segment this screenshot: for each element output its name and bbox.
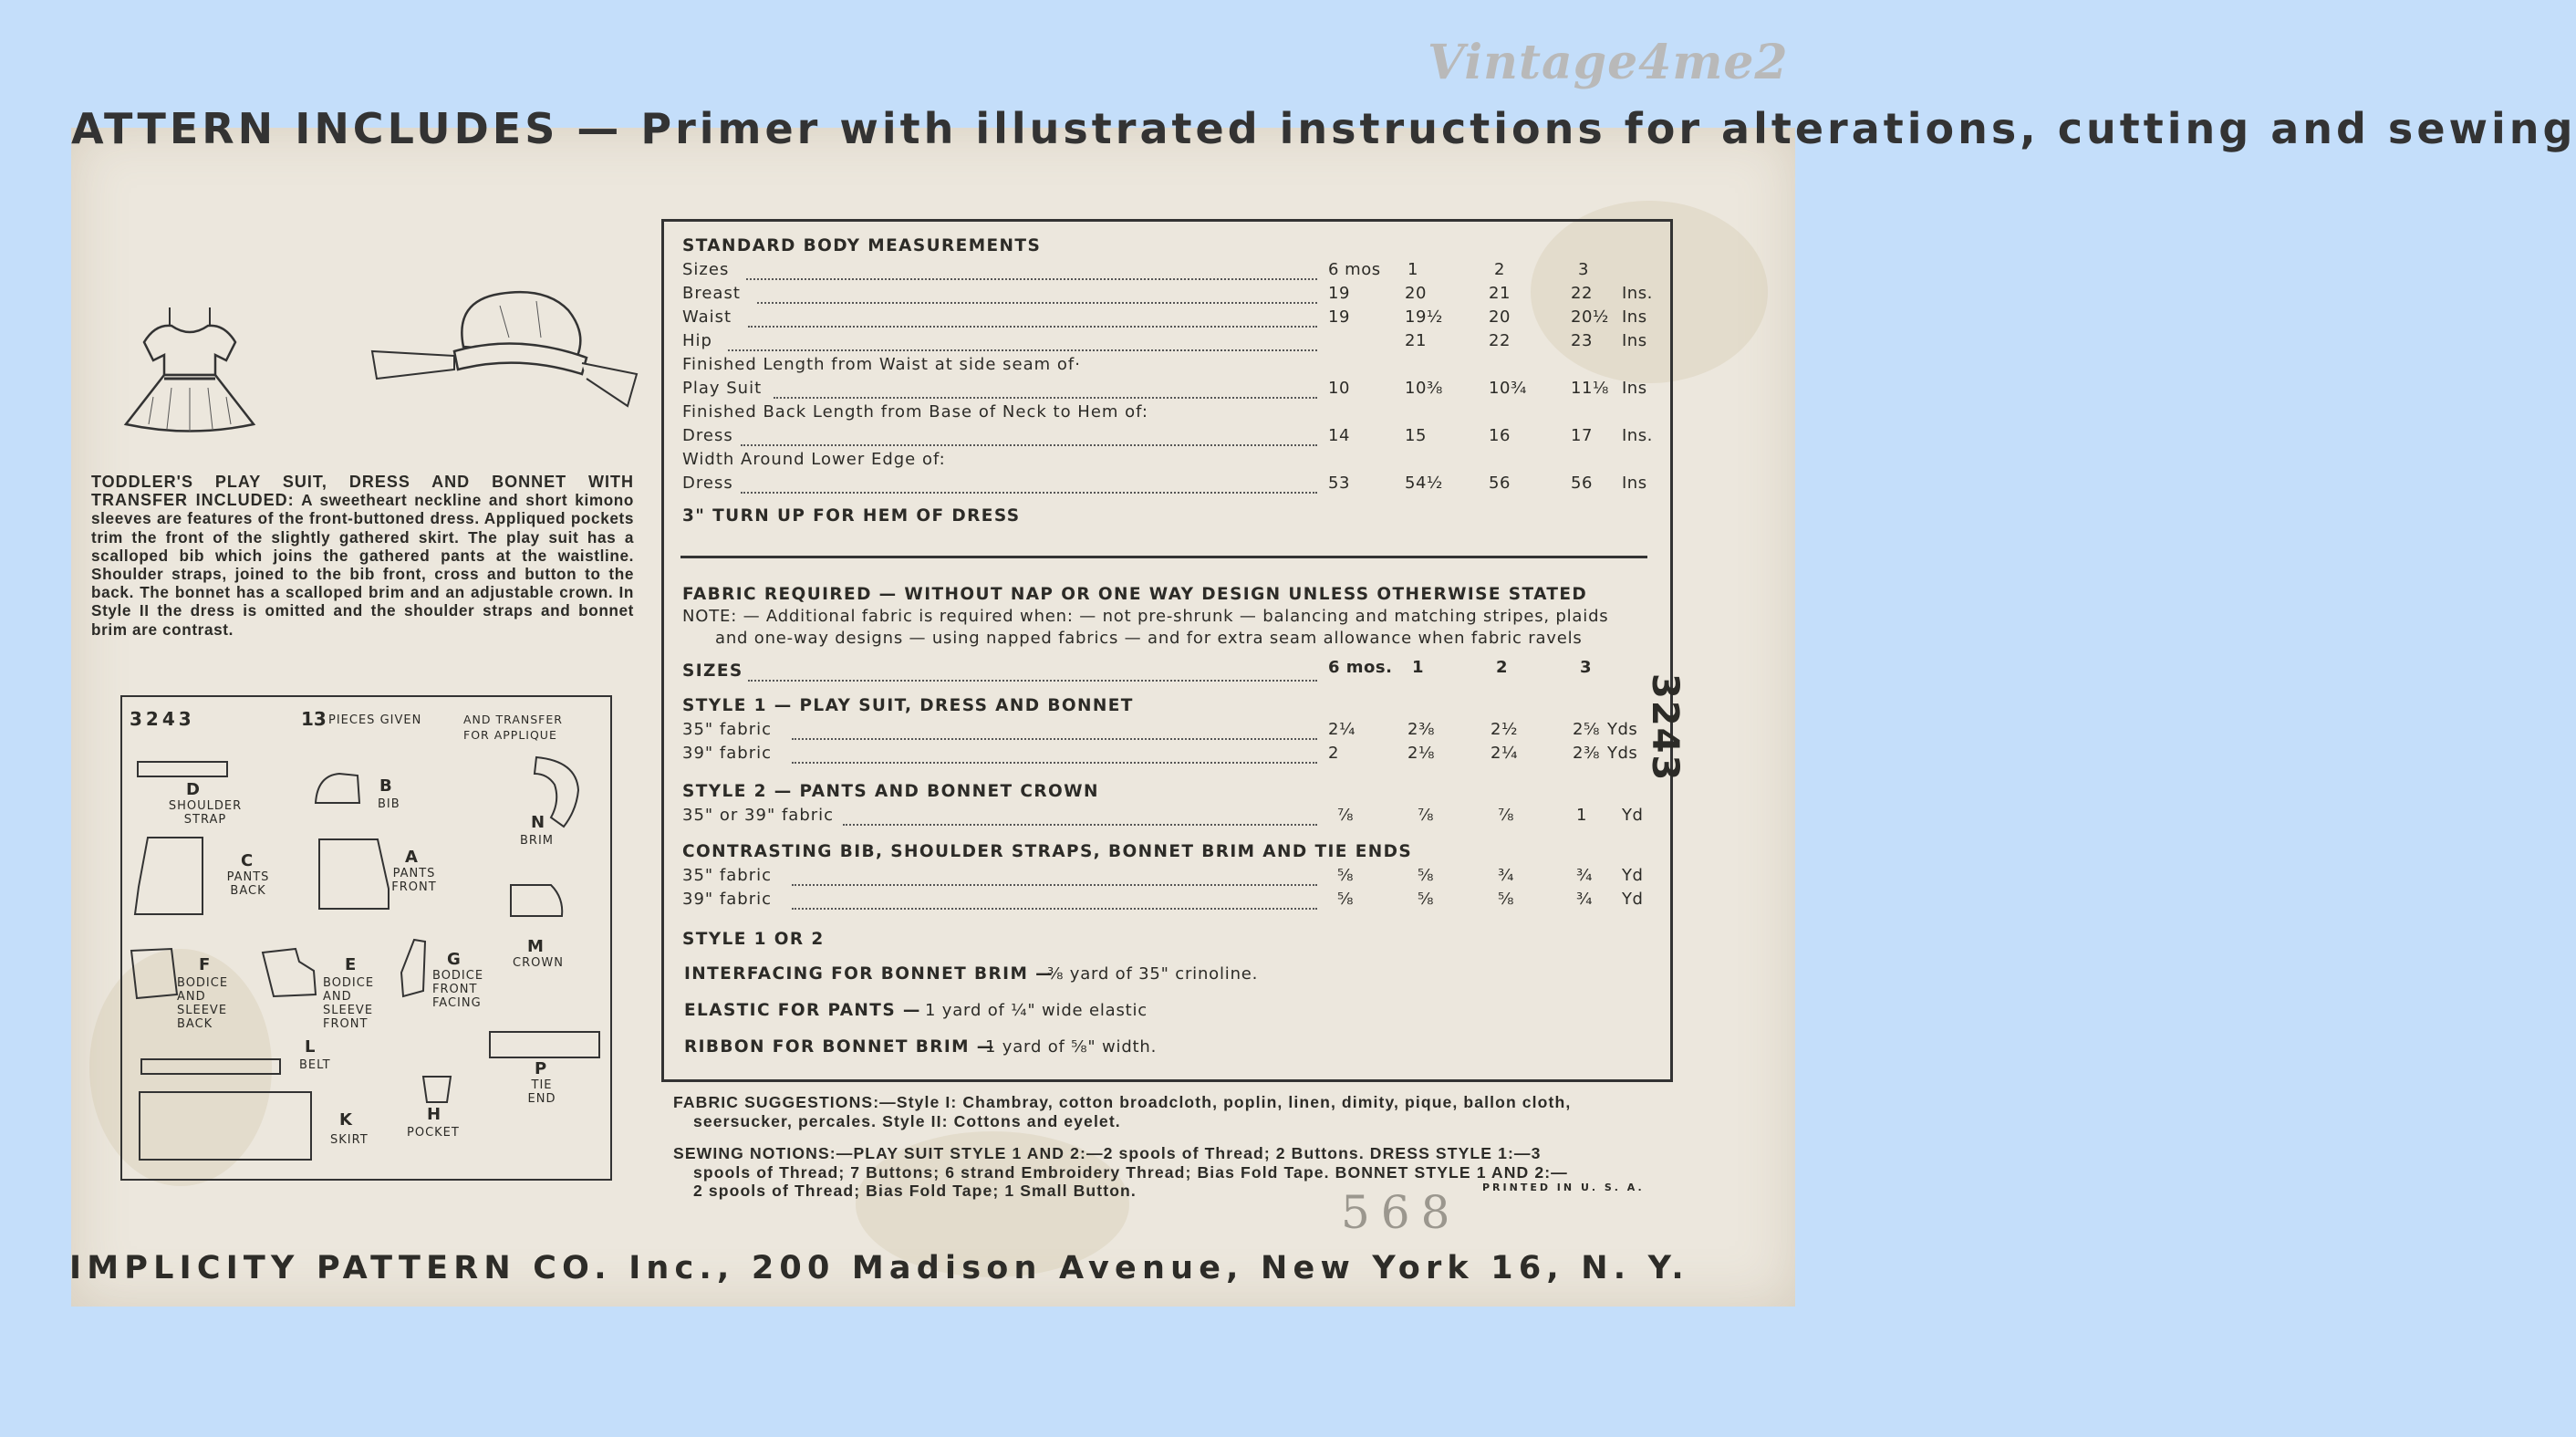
size-1: 1 <box>1407 260 1418 279</box>
piece-letter-l: L <box>305 1037 316 1057</box>
piece-letter-m: M <box>527 937 544 956</box>
piece-letter-f: F <box>199 955 211 974</box>
piece-name-e: BODICE AND SLEEVE FRONT <box>323 976 375 1031</box>
size-2: 2 <box>1494 260 1505 279</box>
fabric-note-2: and one-way designs — using napped fabrics — and for extra seam allowance when fabric ravels <box>715 629 1583 648</box>
fabric-suggestions: FABRIC SUGGESTIONS:—Style I: Chambray, cotton broadcloth, poplin, linen, dimity, pique, ballon cloth, seersucker, percales. Style II: Cottons and eyelet. <box>673 1093 1572 1130</box>
row-label-width-around: Width Around Lower Edge of: <box>682 450 946 469</box>
piece-letter-g: G <box>447 950 461 969</box>
pieces-given-label: PIECES GIVEN <box>328 713 422 727</box>
piece-name-d: SHOULDER STRAP <box>168 799 243 827</box>
header-band: ATTERN INCLUDES — Primer with illustrated instructions for alterations, cutting and sewing <box>71 104 2576 153</box>
pattern-description <box>91 473 634 639</box>
piece-name-b: BIB <box>378 797 400 811</box>
stamp-number: 568 <box>1341 1186 1461 1239</box>
bonnet-illustration <box>363 283 664 411</box>
piece-letter-n: N <box>531 813 545 832</box>
piece-letter-k: K <box>339 1110 352 1130</box>
row-label-waist: Waist <box>682 307 732 327</box>
elastic-label: ELASTIC FOR PANTS — <box>684 1001 921 1020</box>
style1-title: STYLE 1 — PLAY SUIT, DRESS AND BONNET <box>682 696 1134 715</box>
piece-letter-e: E <box>345 955 357 974</box>
transfer-label: AND TRANSFER FOR APPLIQUE <box>463 713 563 742</box>
pattern-envelope <box>69 104 2576 1307</box>
interfacing-text: ⅜ yard of 35" crinoline. <box>1047 964 1259 984</box>
description-heading: TODDLER'S PLAY SUIT, DRESS AND BONNET WITH TRANSFER INCLUDED: <box>91 473 634 510</box>
row-label-finished-length: Finished Length from Waist at side seam of· <box>682 355 1081 374</box>
piece-letter-d: D <box>186 780 200 799</box>
sizes-label: SIZES <box>682 661 743 681</box>
style-1-or-2: STYLE 1 OR 2 <box>682 930 825 949</box>
fabric-title: FABRIC REQUIRED — WITHOUT NAP OR ONE WAY DESIGN UNLESS OTHERWISE STATED <box>682 585 1588 604</box>
piece-letter-p: P <box>535 1059 547 1078</box>
elastic-text: 1 yard of ¼" wide elastic <box>925 1001 1148 1020</box>
row-label-hip: Hip <box>682 331 712 350</box>
printed-in-usa: PRINTED IN U. S. A. <box>1482 1182 1645 1193</box>
piece-name-a: PANTS FRONT <box>391 867 437 894</box>
size-3: 3 <box>1578 260 1589 279</box>
piece-name-k: SKIRT <box>330 1133 369 1147</box>
size-6mos: 6 mos <box>1328 260 1381 279</box>
piece-name-f: BODICE AND SLEEVE BACK <box>177 976 229 1031</box>
piece-letter-a: A <box>405 848 418 867</box>
pieces-count: 13 <box>301 708 327 730</box>
measurements-title: STANDARD BODY MEASUREMENTS <box>682 236 1042 255</box>
piece-name-l: BELT <box>299 1058 331 1072</box>
piece-letter-h: H <box>427 1105 441 1124</box>
fabric-note-1: NOTE: — Additional fabric is required when: — not pre-shrunk — balancing and matching stripes, plaids <box>682 607 1609 626</box>
ribbon-text: 1 yard of ⅝" width. <box>985 1037 1158 1057</box>
piece-letter-c: C <box>241 851 254 870</box>
piece-name-c: PANTS BACK <box>226 870 270 898</box>
watermark: Vintage4me2 <box>1428 35 1789 90</box>
piece-letter-b: B <box>379 776 392 796</box>
hem-note: 3" TURN UP FOR HEM OF DRESS <box>682 506 1021 526</box>
contrast-title: CONTRASTING BIB, SHOULDER STRAPS, BONNET BRIM AND TIE ENDS <box>682 842 1413 861</box>
row-label-back-length: Finished Back Length from Base of Neck to Hem of: <box>682 402 1148 422</box>
description-body: A sweetheart neckline and short kimono sleeves are features of the front-buttoned dress. Appliqued pockets trim the front of the slightly gathered skirt. The play suit has a scalloped bib which joins the gathered pants at the waistline. Shoulder straps, joined to the bib front, cross and button to the back. The bonnet has a scalloped brim and an adjustable crown. In Style II the dress is omitted and the shoulder straps and bonnet brim are contrast. <box>91 491 635 639</box>
style2-title: STYLE 2 — PANTS AND BONNET CROWN <box>682 782 1099 801</box>
row-label-dress-width: Dress <box>682 474 733 493</box>
interfacing-label: INTERFACING FOR BONNET BRIM — <box>684 964 1054 984</box>
dress-illustration <box>99 287 299 433</box>
piece-name-g: BODICE FRONT FACING <box>432 969 484 1010</box>
row-label-sizes: Sizes <box>682 260 730 279</box>
publisher-footer: IMPLICITY PATTERN CO. Inc., 200 Madison Avenue, New York 16, N. Y. <box>69 1250 1689 1286</box>
pattern-number: 3243 <box>130 708 195 730</box>
pieces-diagram <box>120 695 612 1181</box>
sewing-notions: SEWING NOTIONS:—PLAY SUIT STYLE 1 AND 2:—2 spools of Thread; 2 Buttons. DRESS STYLE 1:—3 spools of Thread; 7 Buttons; 6 strand Embroidery Thread; Bias Fold Tape. BONNET STYLE 1 AND 2:— 2 spools of Thread; Bias Fold Tape; 1 Small Button. <box>673 1144 1568 1200</box>
measurements-box: STANDARD BODY MEASUREMENTS Sizes 6 mos 1 2 3 Breast 19 20 21 22 Ins. Waist 19 19½ 20 20½ Ins Hip 21 22 23 Ins Finished Length from Waist at side seam of· Play Suit 10 10⅜ 10¾ 11⅛ Ins Finished Back Length from Base of Neck to Hem of: Dress 14 15 16 17 Ins. Width Around Lower Edge of: Dress 53 54½ 56 56 Ins 3" TURN UP FOR HEM OF DRESS FABRIC REQUIRED — WITHOUT NAP OR ONE WAY DESIGN UNLESS OTHERWISE STATED NOTE: — Additional fabric is required when: — not pre-shrunk — balancing and matching stripes, plaids and one-way designs — using napped fabrics — and for extra seam allowance when fabric ravels SIZES 6 mos. 1 2 3 STYLE 1 — PLAY SUIT, DRESS AND BONNET 35" fabric 2¼ 2⅜ 2½ 2⅝ Yds 39" fabric 2 2⅛ 2¼ 2⅜ Yds STYLE 2 — PANTS AND BONNET CROWN 35" or 39" fabric ⅞ ⅞ ⅞ 1 Yd CONTRASTING BIB, SHOULDER STRAPS, BONNET BRIM AND TIE ENDS 35" fabric ⅝ ⅝ ¾ ¾ Yd 39" fabric ⅝ ⅝ ⅝ ¾ Yd STYLE 1 OR 2 INTERFACING FOR BONNET BRIM — ⅜ yard of 35" crinoline. ELASTIC FOR PANTS — 1 yard of ¼" wide elastic RIBBON FOR BONNET BRIM — 1 yard of ⅝" width. <box>661 219 1673 1082</box>
row-label-breast: Breast <box>682 284 741 303</box>
row-label-play-suit: Play Suit <box>682 379 763 398</box>
piece-name-n: BRIM <box>520 834 555 848</box>
piece-name-p: TIE END <box>527 1078 556 1106</box>
side-pattern-number: 3243 <box>1644 673 1686 783</box>
piece-name-h: POCKET <box>407 1126 460 1140</box>
piece-name-m: CROWN <box>513 956 564 970</box>
ribbon-label: RIBBON FOR BONNET BRIM — <box>684 1037 995 1057</box>
row-label-dress-length: Dress <box>682 426 733 445</box>
